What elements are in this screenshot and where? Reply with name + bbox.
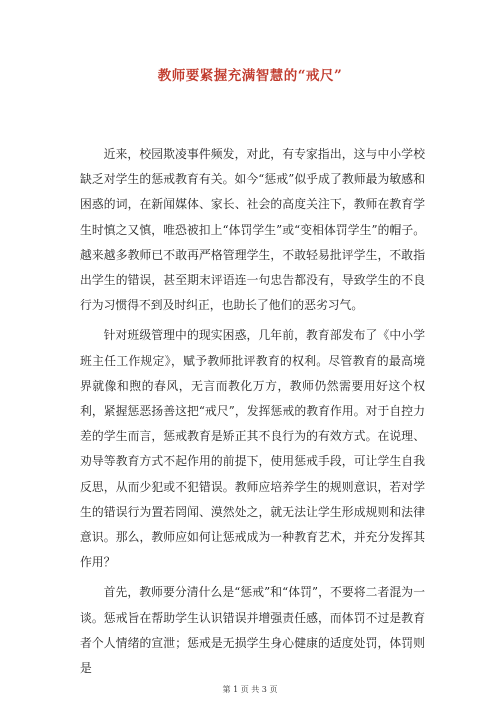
document-title: 教师要紧握充满智慧的“戒尺” (157, 68, 343, 84)
paragraph-3: 首先，教师要分清什么是“惩戒”和“体罚”，不要将二者混为一谈。惩戒旨在帮助学生认识错误并增强责任感，而体罚不过是教育者个人情绪的宣泄；惩戒是无损学生身心健康的适度处罚，体罚则是 (80, 585, 425, 676)
page-number-footer: 第 1 页 共 3 页 (222, 685, 278, 694)
paragraph-2: 针对班级管理中的现实困惑，几年前，教育部发布了《中小学班主任工作规定》，赋予教师批评教育的权利。尽管教育的最高境界就像和煦的春风，无言而教化万方，教师仍然需要用好这个权利，紧握惩恶扬善这把“戒尺”，发挥惩戒的教育作用。对于自控力差的学生而言，惩戒教育是矫正其不良行为的有效方式。在说理、劝导等教育方式不起作用的前提下，使用惩戒手段，可让学生自我反思，从而少犯或不犯错误。教师应培养学生的规则意识，若对学生的错误行为置若罔闻、漠然处之，就无法让学生形成规则和法律意识。那么，教师应如何让惩戒成为一种教育艺术，并充分发挥其作用？ (80, 328, 425, 570)
document-body (80, 142, 425, 686)
paragraph-1: 近来，校园欺凌事件频发，对此，有专家指出，这与中小学校缺乏对学生的惩戒教育有关。如今“惩戒”似乎成了教师最为敏感和困惑的词，在新闻媒体、家长、社会的高度关注下，教师在教育学生时慎之又慎，唯恐被扣上“体罚学生”或“变相体罚学生”的帽子。越来越多教师已不敢再严格管理学生，不敢轻易批评学生，不敢指出学生的错误，甚至期末评语连一句忠告都没有，导致学生的不良行为习惯得不到及时纠正，也助长了他们的恶劣习气。 (80, 147, 425, 313)
